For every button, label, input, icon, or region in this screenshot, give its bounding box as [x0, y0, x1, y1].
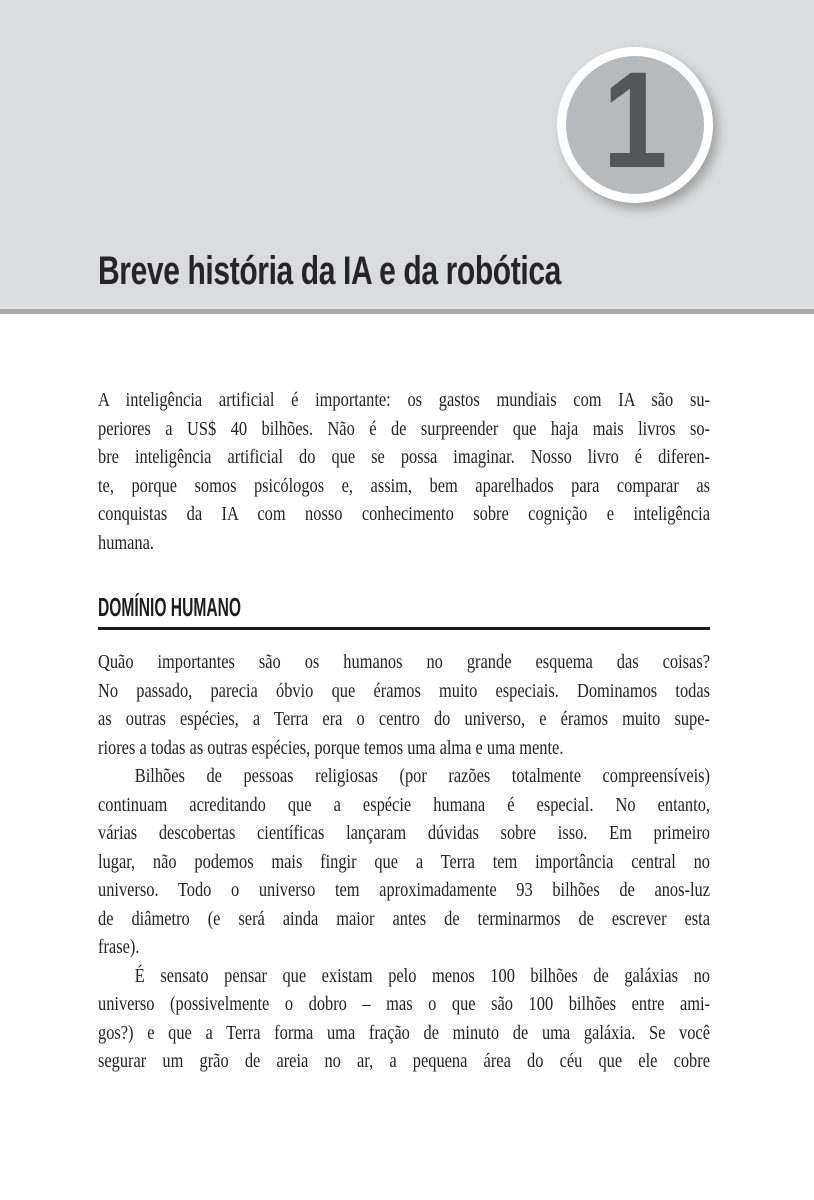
section-heading	[98, 593, 710, 630]
text-line: É sensato pensar que existam pelo menos 100 bilhões de galáxias no	[134, 964, 711, 987]
chapter-number-badge	[557, 43, 713, 203]
chapter-number: 1	[602, 43, 668, 197]
banner-divider-rule	[0, 307, 814, 314]
text-line: continuam acreditando que a espécie humana é especial. No entanto,	[98, 793, 710, 816]
text-line: segurar um grão de areia no ar, a pequena área do céu que ele cobre	[98, 1050, 710, 1072]
text-line: frase).	[98, 936, 140, 958]
intro-paragraph	[98, 386, 710, 557]
text-line: universo. Todo o universo tem aproximadamente 93 bilhões de anos-luz	[98, 879, 710, 901]
section-heading-text: DOMÍNIO HUMANO	[98, 592, 241, 622]
text-line: Quão importantes são os humanos no grande esquema das coisas?	[98, 651, 710, 673]
paragraph	[98, 962, 710, 1076]
text-line: lugar, não podemos mais fingir que a Terra tem importância central no	[98, 850, 710, 873]
text-line: Bilhões de pessoas religiosas (por razões totalmente compreensíveis)	[134, 765, 711, 787]
chapter-title: Breve história da IA e da robótica	[98, 249, 561, 293]
text-line: No passado, parecia óbvio que éramos muito especiais. Dominamos todas	[98, 679, 710, 702]
chapter-banner	[0, 0, 814, 307]
text-line: gos?) e que a Terra forma uma fração de minuto de uma galáxia. Se você	[98, 1021, 710, 1044]
text-line: universo (possivelmente o dobro – mas o que são 100 bilhões entre ami-	[98, 993, 710, 1015]
text-line: riores a todas as outras espécies, porque temos uma alma e uma mente.	[98, 736, 564, 759]
text-line: conquistas da IA com nosso conhecimento sobre cognição e inteligência	[98, 503, 710, 525]
paragraph	[98, 648, 710, 762]
text-line: periores a US$ 40 bilhões. Não é de surpreender que haja mais livros so-	[98, 417, 710, 440]
text-line: de diâmetro (e será ainda maior antes de terminarmos de escrever esta	[98, 907, 710, 930]
text-line: humana.	[98, 531, 155, 554]
page-body	[98, 314, 710, 1076]
text-line: bre inteligência artificial do que se possa imaginar. Nosso livro é diferen-	[98, 446, 710, 468]
text-line: te, porque somos psicólogos e, assim, bem aparelhados para comparar as	[98, 474, 710, 497]
text-line: as outras espécies, a Terra era o centro do universo, e éramos muito supe-	[98, 708, 710, 730]
text-line: várias descobertas científicas lançaram dúvidas sobre isso. Em primeiro	[98, 822, 710, 844]
paragraph	[98, 762, 710, 962]
text-line: A inteligência artificial é importante: os gastos mundiais com IA são su-	[98, 389, 710, 411]
